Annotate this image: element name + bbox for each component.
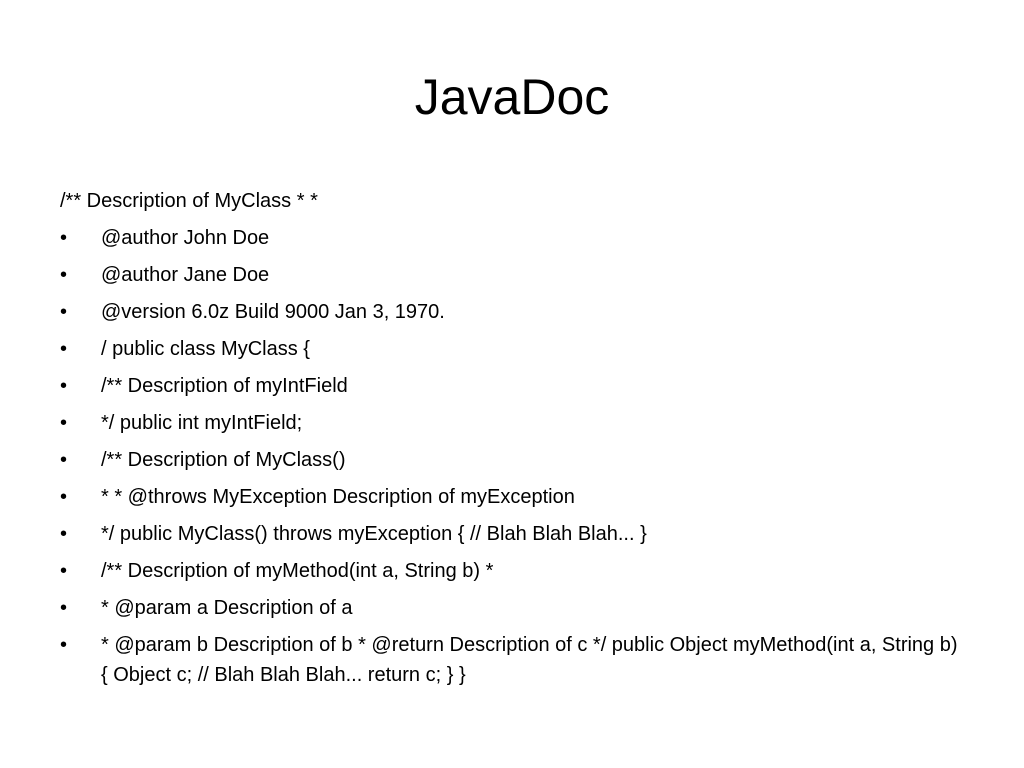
list-item-text: * @param a Description of a bbox=[101, 597, 353, 619]
list-item bbox=[60, 257, 960, 294]
list-item-text: / public class MyClass { bbox=[101, 338, 310, 360]
list-item bbox=[60, 627, 960, 690]
list-item-text: @author John Doe bbox=[101, 227, 270, 249]
list-item bbox=[60, 405, 960, 442]
slide-title: JavaDoc bbox=[414, 69, 610, 125]
list-item bbox=[60, 516, 960, 553]
bullet-icon: • bbox=[60, 301, 68, 323]
list-item bbox=[60, 479, 960, 516]
bullet-icon: • bbox=[60, 634, 68, 656]
list-item bbox=[60, 368, 960, 405]
list-item-text: */ public int myIntField; bbox=[101, 412, 303, 434]
list-item-text: @version 6.0z Build 9000 Jan 3, 1970. bbox=[101, 301, 445, 323]
bullet-icon: • bbox=[60, 523, 68, 545]
bullet-icon: • bbox=[60, 597, 68, 619]
bullet-icon: • bbox=[60, 412, 68, 434]
list-item-text: * @param b Description of b * @return Description of c */ public Object myMethod(int a, String b) { Object c; // Blah Blah Blah... return c; } } bbox=[101, 634, 958, 686]
list-item bbox=[60, 220, 960, 257]
bullet-icon: • bbox=[60, 560, 68, 582]
bullet-icon: • bbox=[60, 486, 68, 508]
list-item bbox=[60, 442, 960, 479]
list-item-text: * * @throws MyException Description of myException bbox=[101, 486, 575, 508]
list-item-text: */ public MyClass() throws myException { // Blah Blah Blah... } bbox=[101, 523, 647, 545]
bullet-icon: • bbox=[60, 375, 68, 397]
list-item-text: /** Description of myMethod(int a, String b) * bbox=[101, 560, 494, 582]
bullet-icon: • bbox=[60, 449, 68, 471]
bullet-icon: • bbox=[60, 338, 68, 360]
list-item bbox=[60, 331, 960, 368]
intro-line: /** Description of MyClass * * bbox=[60, 190, 318, 212]
list-item bbox=[60, 553, 960, 590]
bullet-icon: • bbox=[60, 227, 68, 249]
bullet-icon: • bbox=[60, 264, 68, 286]
list-item-text: /** Description of myIntField bbox=[101, 375, 348, 397]
list-item bbox=[60, 294, 960, 331]
bullet-list bbox=[60, 220, 960, 690]
list-item bbox=[60, 590, 960, 627]
slide-content bbox=[60, 183, 960, 690]
list-item-text: @author Jane Doe bbox=[101, 264, 270, 286]
list-item-text: /** Description of MyClass() bbox=[101, 449, 346, 471]
